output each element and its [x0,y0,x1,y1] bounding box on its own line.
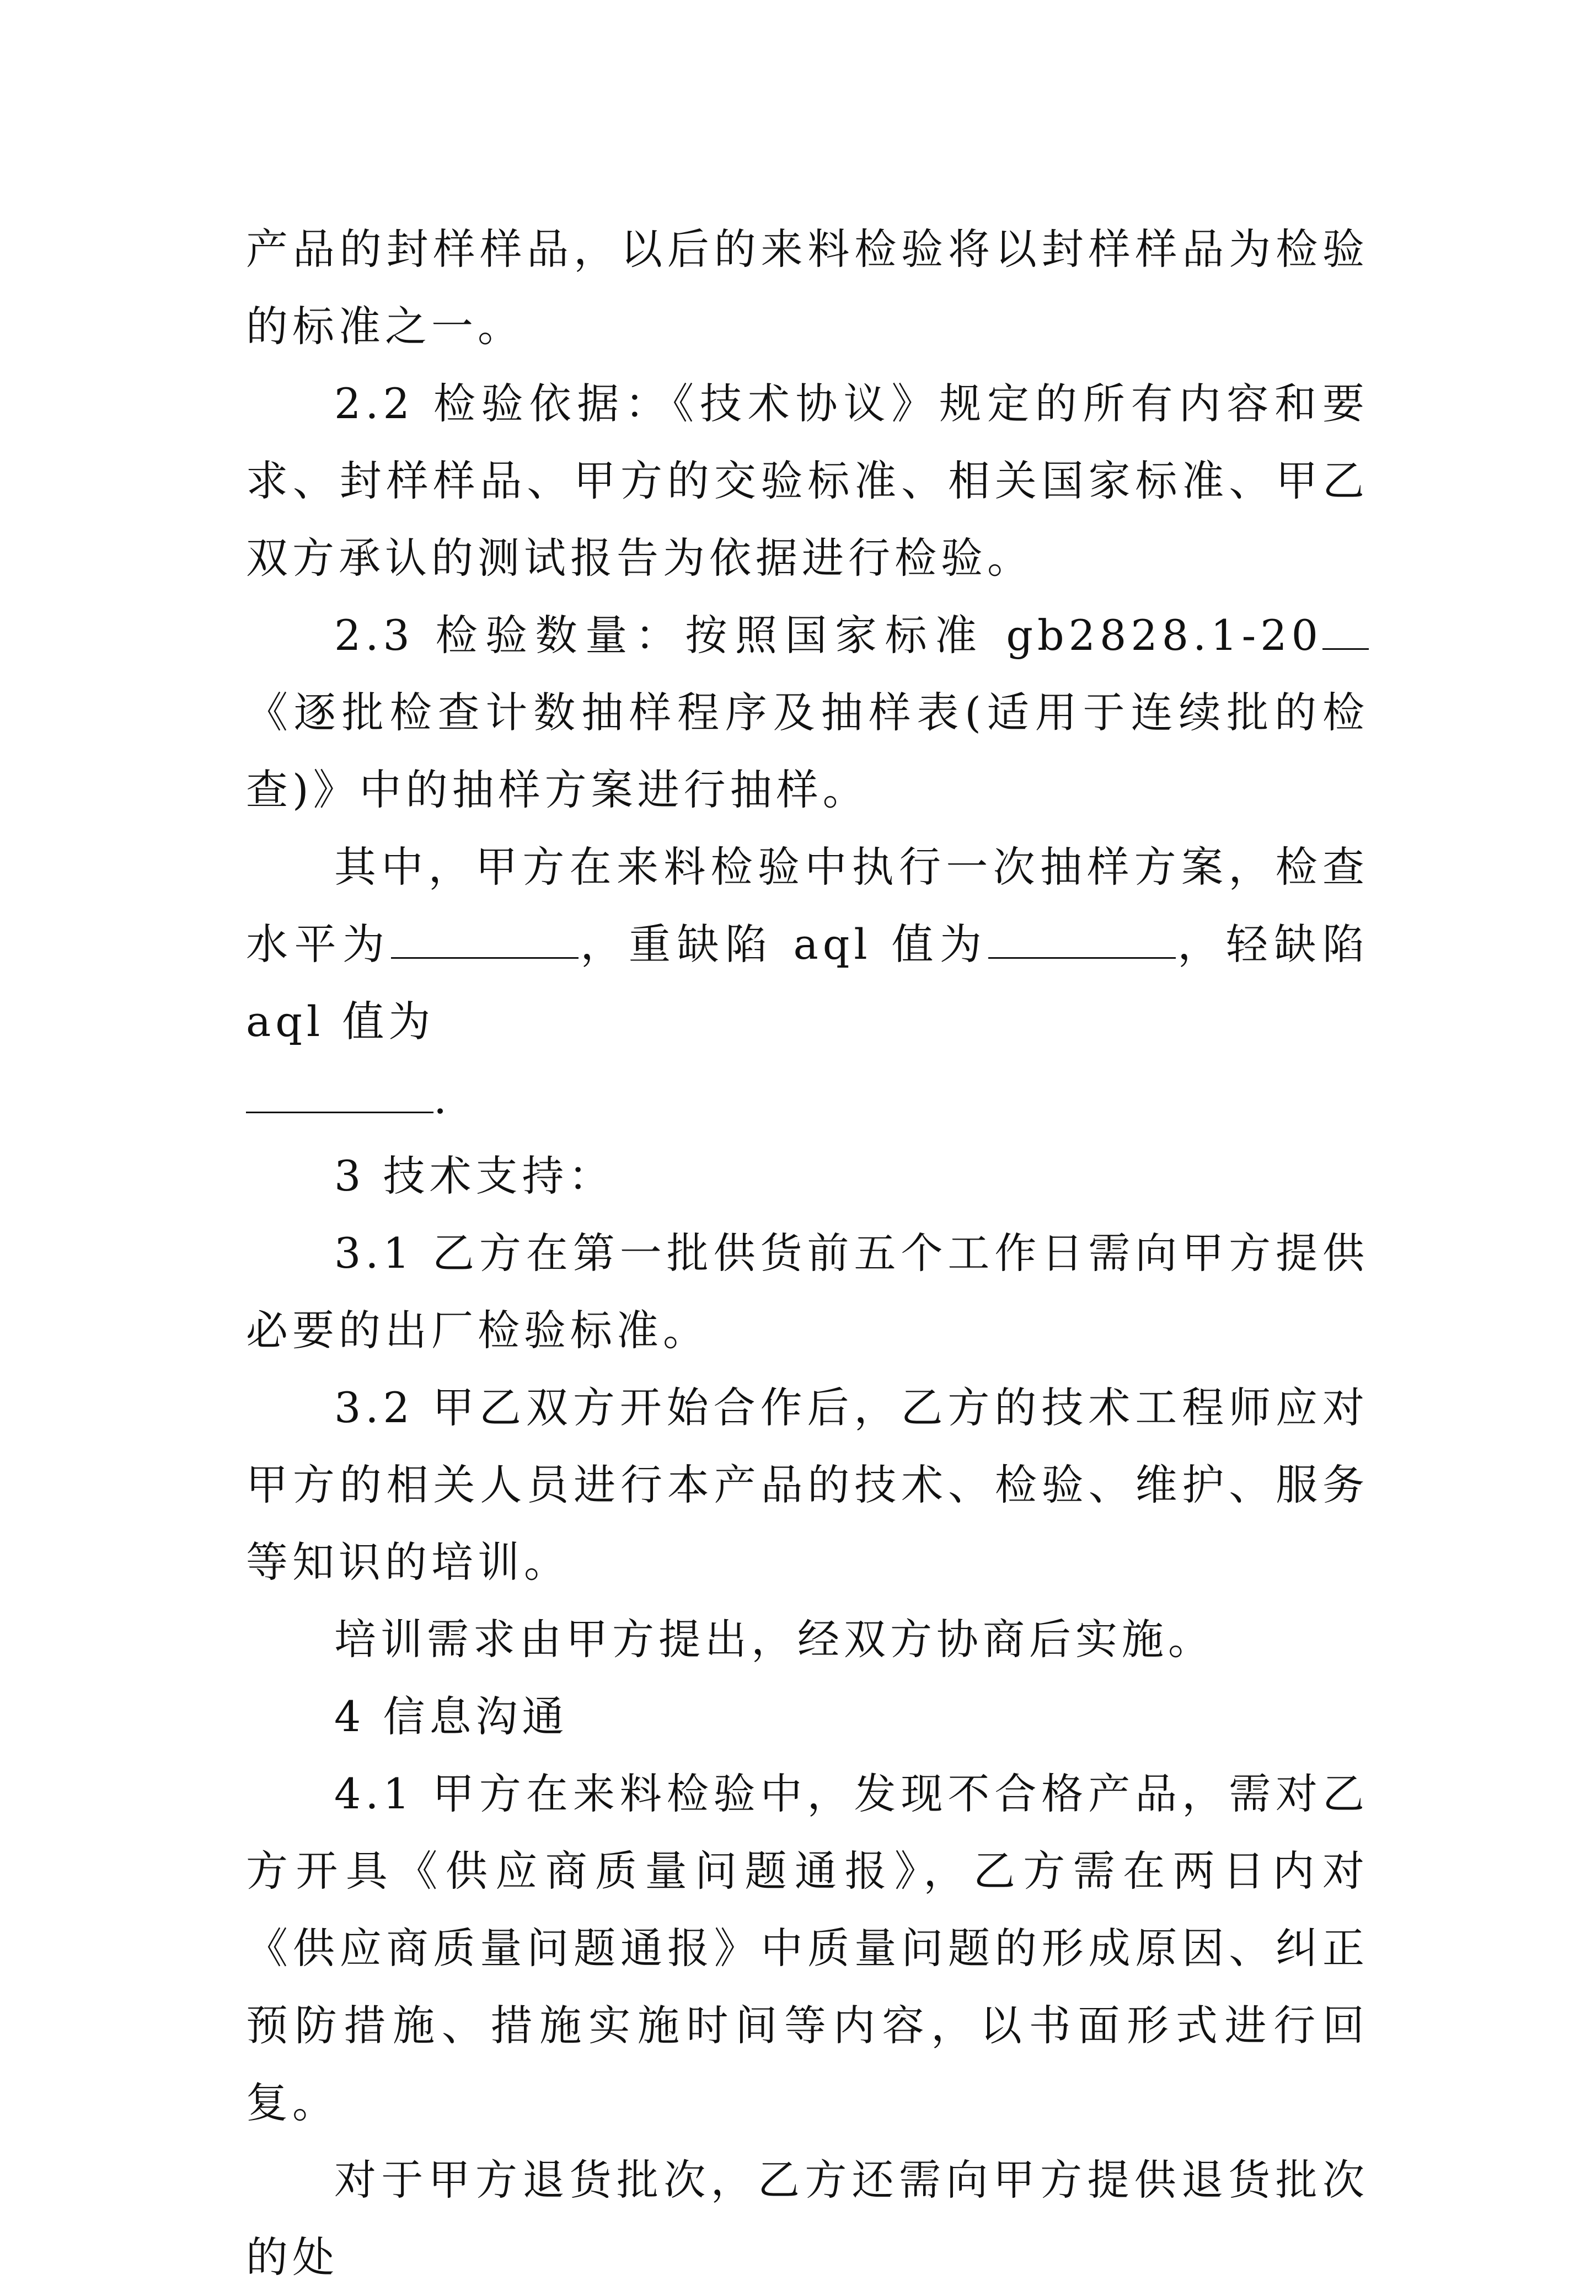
sampling-plan-text-c: ，轻缺陷 aql 值为 [246,920,1369,1046]
document-body [246,211,1369,2296]
sampling-plan-text-b: ，重缺陷 aql 值为 [578,920,988,969]
paragraph-returned-batches: 对于甲方退货批次，乙方还需向甲方提供退货批次的处 [246,2155,1369,2282]
paragraph-quality-notice: 4.1 甲方在来料检验中，发现不合格产品，需对乙方开具《供应商质量问题通报》，乙方需在两日内对《供应商质量问题通报》中质量问题的形成原因、纠正预防措施、措施实施时间等内容，以书面形式进行回复。 [246,1769,1369,2127]
sampling-plan-text-a: 其中，甲方在来料检验中执行一次抽样方案，检查水平为 [246,842,1369,969]
minor-defect-aql-blank-line [246,1076,433,1113]
inspection-quantity-text-end: 《逐批检查计数抽样程序及抽样表(适用于连续批的检查)》中的抽样方案进行抽样。 [246,688,1369,814]
section-heading-information-communication: 4 信息沟通 [334,1692,569,1741]
sampling-plan-text-d: . [433,1074,452,1123]
inspection-quantity-text-start: 2.3 检验数量：按照国家标准 gb2828.1-20 [334,611,1322,660]
paragraph-training: 3.2 甲乙双方开始合作后，乙方的技术工程师应对甲方的相关人员进行本产品的技术、检验、维护、服务等知识的培训。 [246,1383,1369,1587]
paragraph-sampling-plan [246,829,1369,1138]
major-defect-aql-blank-line [988,922,1176,959]
inspection-level-blank-line [391,922,579,959]
section-heading-technical-support: 3 技术支持： [334,1151,615,1200]
paragraph-factory-inspection-standard: 3.1 乙方在第一批供货前五个工作日需向甲方提供必要的出厂检验标准。 [246,1229,1369,1355]
paragraph-sealed-sample: 产品的封样样品，以后的来料检验将以封样样品为检验的标准之一。 [246,225,1369,351]
year-blank-line [1322,613,1369,650]
paragraph-inspection-basis: 2.2 检验依据：《技术协议》规定的所有内容和要求、封样样品、甲方的交验标准、相关国家标准、甲乙双方承认的测试报告为依据进行检验。 [246,379,1369,583]
paragraph-inspection-quantity [246,597,1369,829]
paragraph-training-request: 培训需求由甲方提出，经双方协商后实施。 [334,1615,1214,1664]
